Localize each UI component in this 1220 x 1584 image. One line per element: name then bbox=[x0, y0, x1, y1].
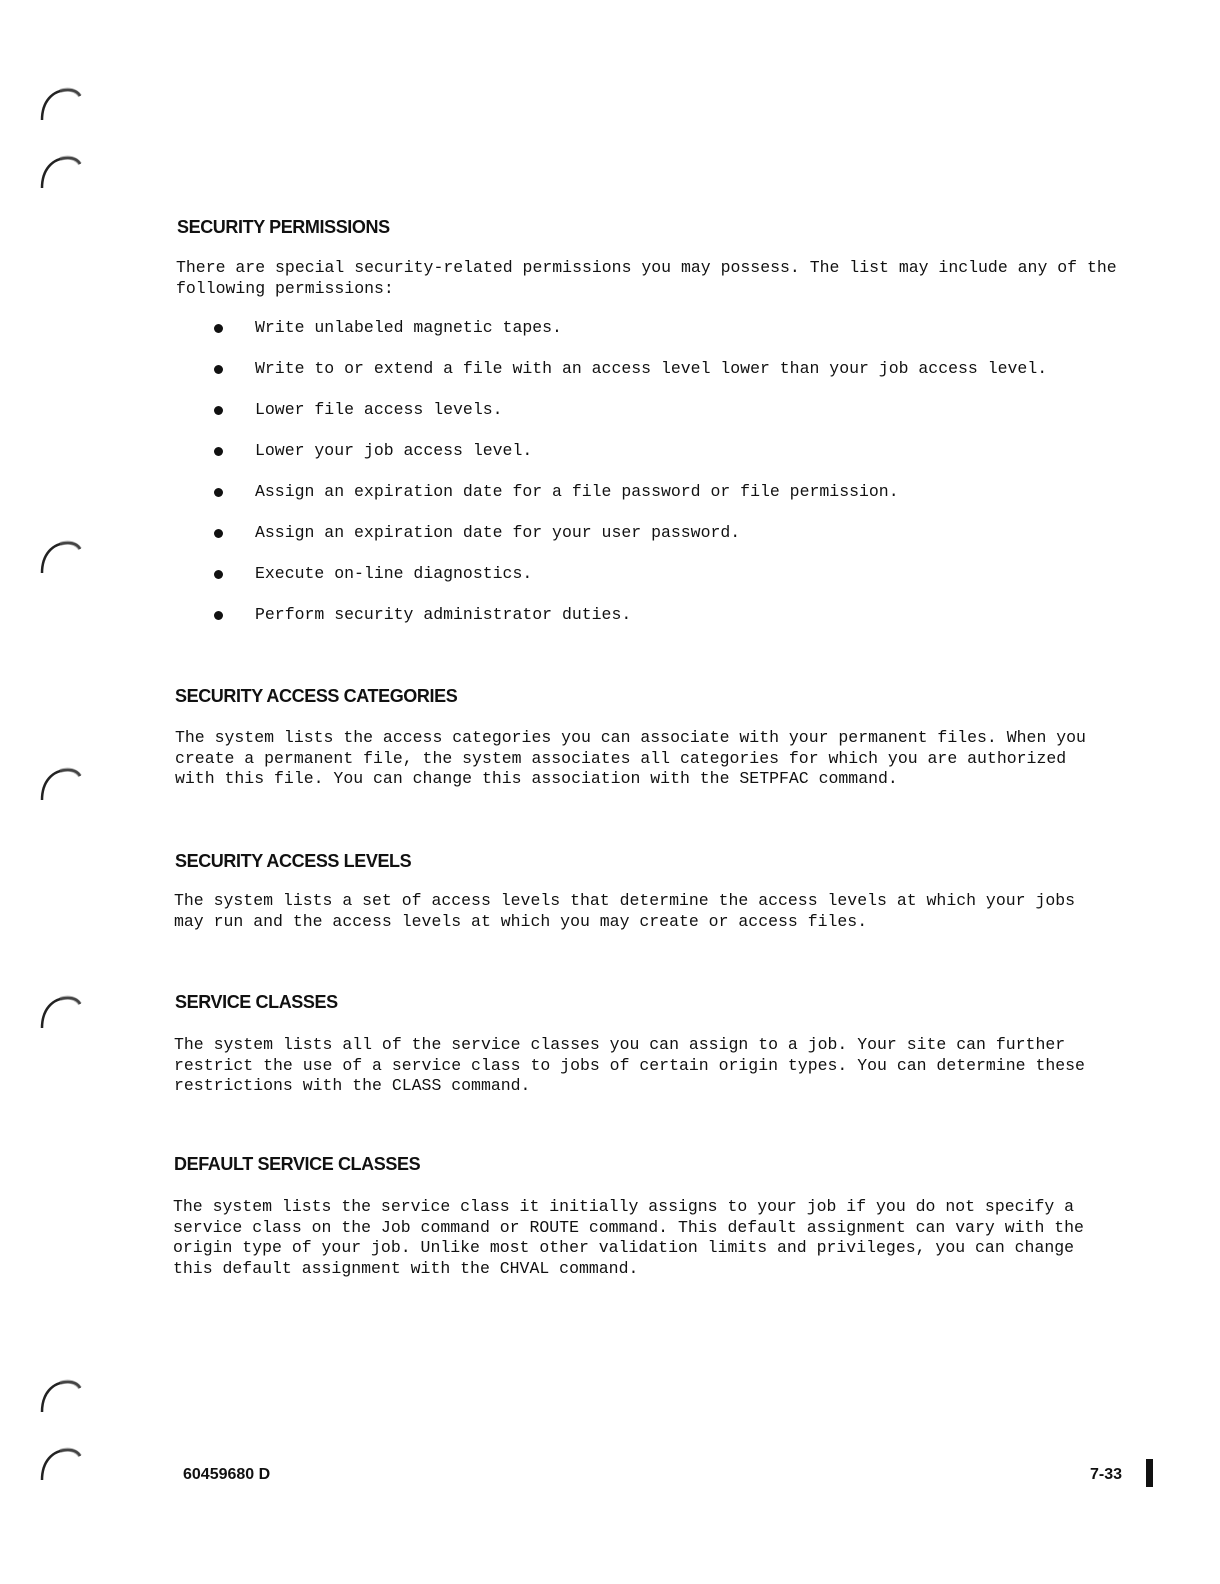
list-item bbox=[212, 359, 1132, 400]
punch-hole-mark bbox=[38, 762, 84, 802]
service-classes-text: The system lists all of the service classes you can assign to a job. Your site can further restrict the use of a service class to jobs of certain origin types. You can determine these restrictions with the CLASS command. bbox=[174, 1035, 1085, 1095]
list-item-text: Lower file access levels. bbox=[255, 400, 503, 419]
page-number: 7-33 bbox=[1090, 1466, 1123, 1483]
list-item bbox=[212, 605, 1132, 646]
security-permissions-intro: There are special security-related permissions you may possess. The list may include any of the following permissions: bbox=[176, 258, 1117, 298]
punch-hole-mark bbox=[38, 990, 84, 1030]
bullet-icon bbox=[214, 365, 223, 374]
bullet-icon bbox=[214, 611, 223, 620]
list-item bbox=[212, 318, 1132, 359]
punch-hole-mark bbox=[38, 82, 84, 122]
bullet-icon bbox=[214, 324, 223, 333]
list-item bbox=[212, 523, 1132, 564]
security-access-levels-text: The system lists a set of access levels that determine the access levels at which your jobs may run and the access levels at which you may create or access files. bbox=[174, 891, 1076, 931]
section-heading-security-access-levels: SECURITY ACCESS LEVELS bbox=[175, 851, 412, 871]
section-heading-service-classes: SERVICE CLASSES bbox=[175, 992, 338, 1012]
default-service-classes-text: The system lists the service class it initially assigns to your job if you do not specify a service class on the Job command or ROUTE command. This default assignment can vary with the origin type of your job. Unlike most other validation limits and privileges, you can change this default assignment with the CHVAL command. bbox=[173, 1197, 1084, 1278]
change-bar bbox=[1146, 1459, 1153, 1487]
bullet-icon bbox=[214, 447, 223, 456]
list-item-text: Assign an expiration date for your user password. bbox=[255, 523, 741, 542]
section-heading-security-permissions: SECURITY PERMISSIONS bbox=[177, 217, 390, 237]
bullet-icon bbox=[214, 570, 223, 579]
security-access-categories-text: The system lists the access categories you can associate with your permanent files. When you create a permanent file, the system associates all categories for which you are authorized with this file. You can change this association with the SETPFAC command. bbox=[175, 728, 1086, 788]
bullet-icon bbox=[214, 488, 223, 497]
bullet-icon bbox=[214, 529, 223, 538]
list-item bbox=[212, 482, 1132, 523]
list-item bbox=[212, 441, 1132, 482]
list-item-text: Assign an expiration date for a file password or file permission. bbox=[255, 482, 899, 501]
punch-hole-mark bbox=[38, 535, 84, 575]
list-item-text: Write to or extend a file with an access level lower than your job access level. bbox=[255, 359, 1048, 378]
list-item-text: Write unlabeled magnetic tapes. bbox=[255, 318, 562, 337]
security-permissions-list bbox=[212, 318, 1132, 646]
section-heading-security-access-categories: SECURITY ACCESS CATEGORIES bbox=[175, 686, 458, 706]
punch-hole-mark bbox=[38, 150, 84, 190]
list-item bbox=[212, 564, 1132, 605]
list-item-text: Lower your job access level. bbox=[255, 441, 533, 460]
section-heading-default-service-classes: DEFAULT SERVICE CLASSES bbox=[174, 1154, 421, 1174]
punch-hole-mark bbox=[38, 1374, 84, 1414]
list-item-text: Execute on-line diagnostics. bbox=[255, 564, 533, 583]
punch-hole-mark bbox=[38, 1442, 84, 1482]
document-number: 60459680 D bbox=[183, 1466, 271, 1483]
bullet-icon bbox=[214, 406, 223, 415]
list-item bbox=[212, 400, 1132, 441]
list-item-text: Perform security administrator duties. bbox=[255, 605, 632, 624]
